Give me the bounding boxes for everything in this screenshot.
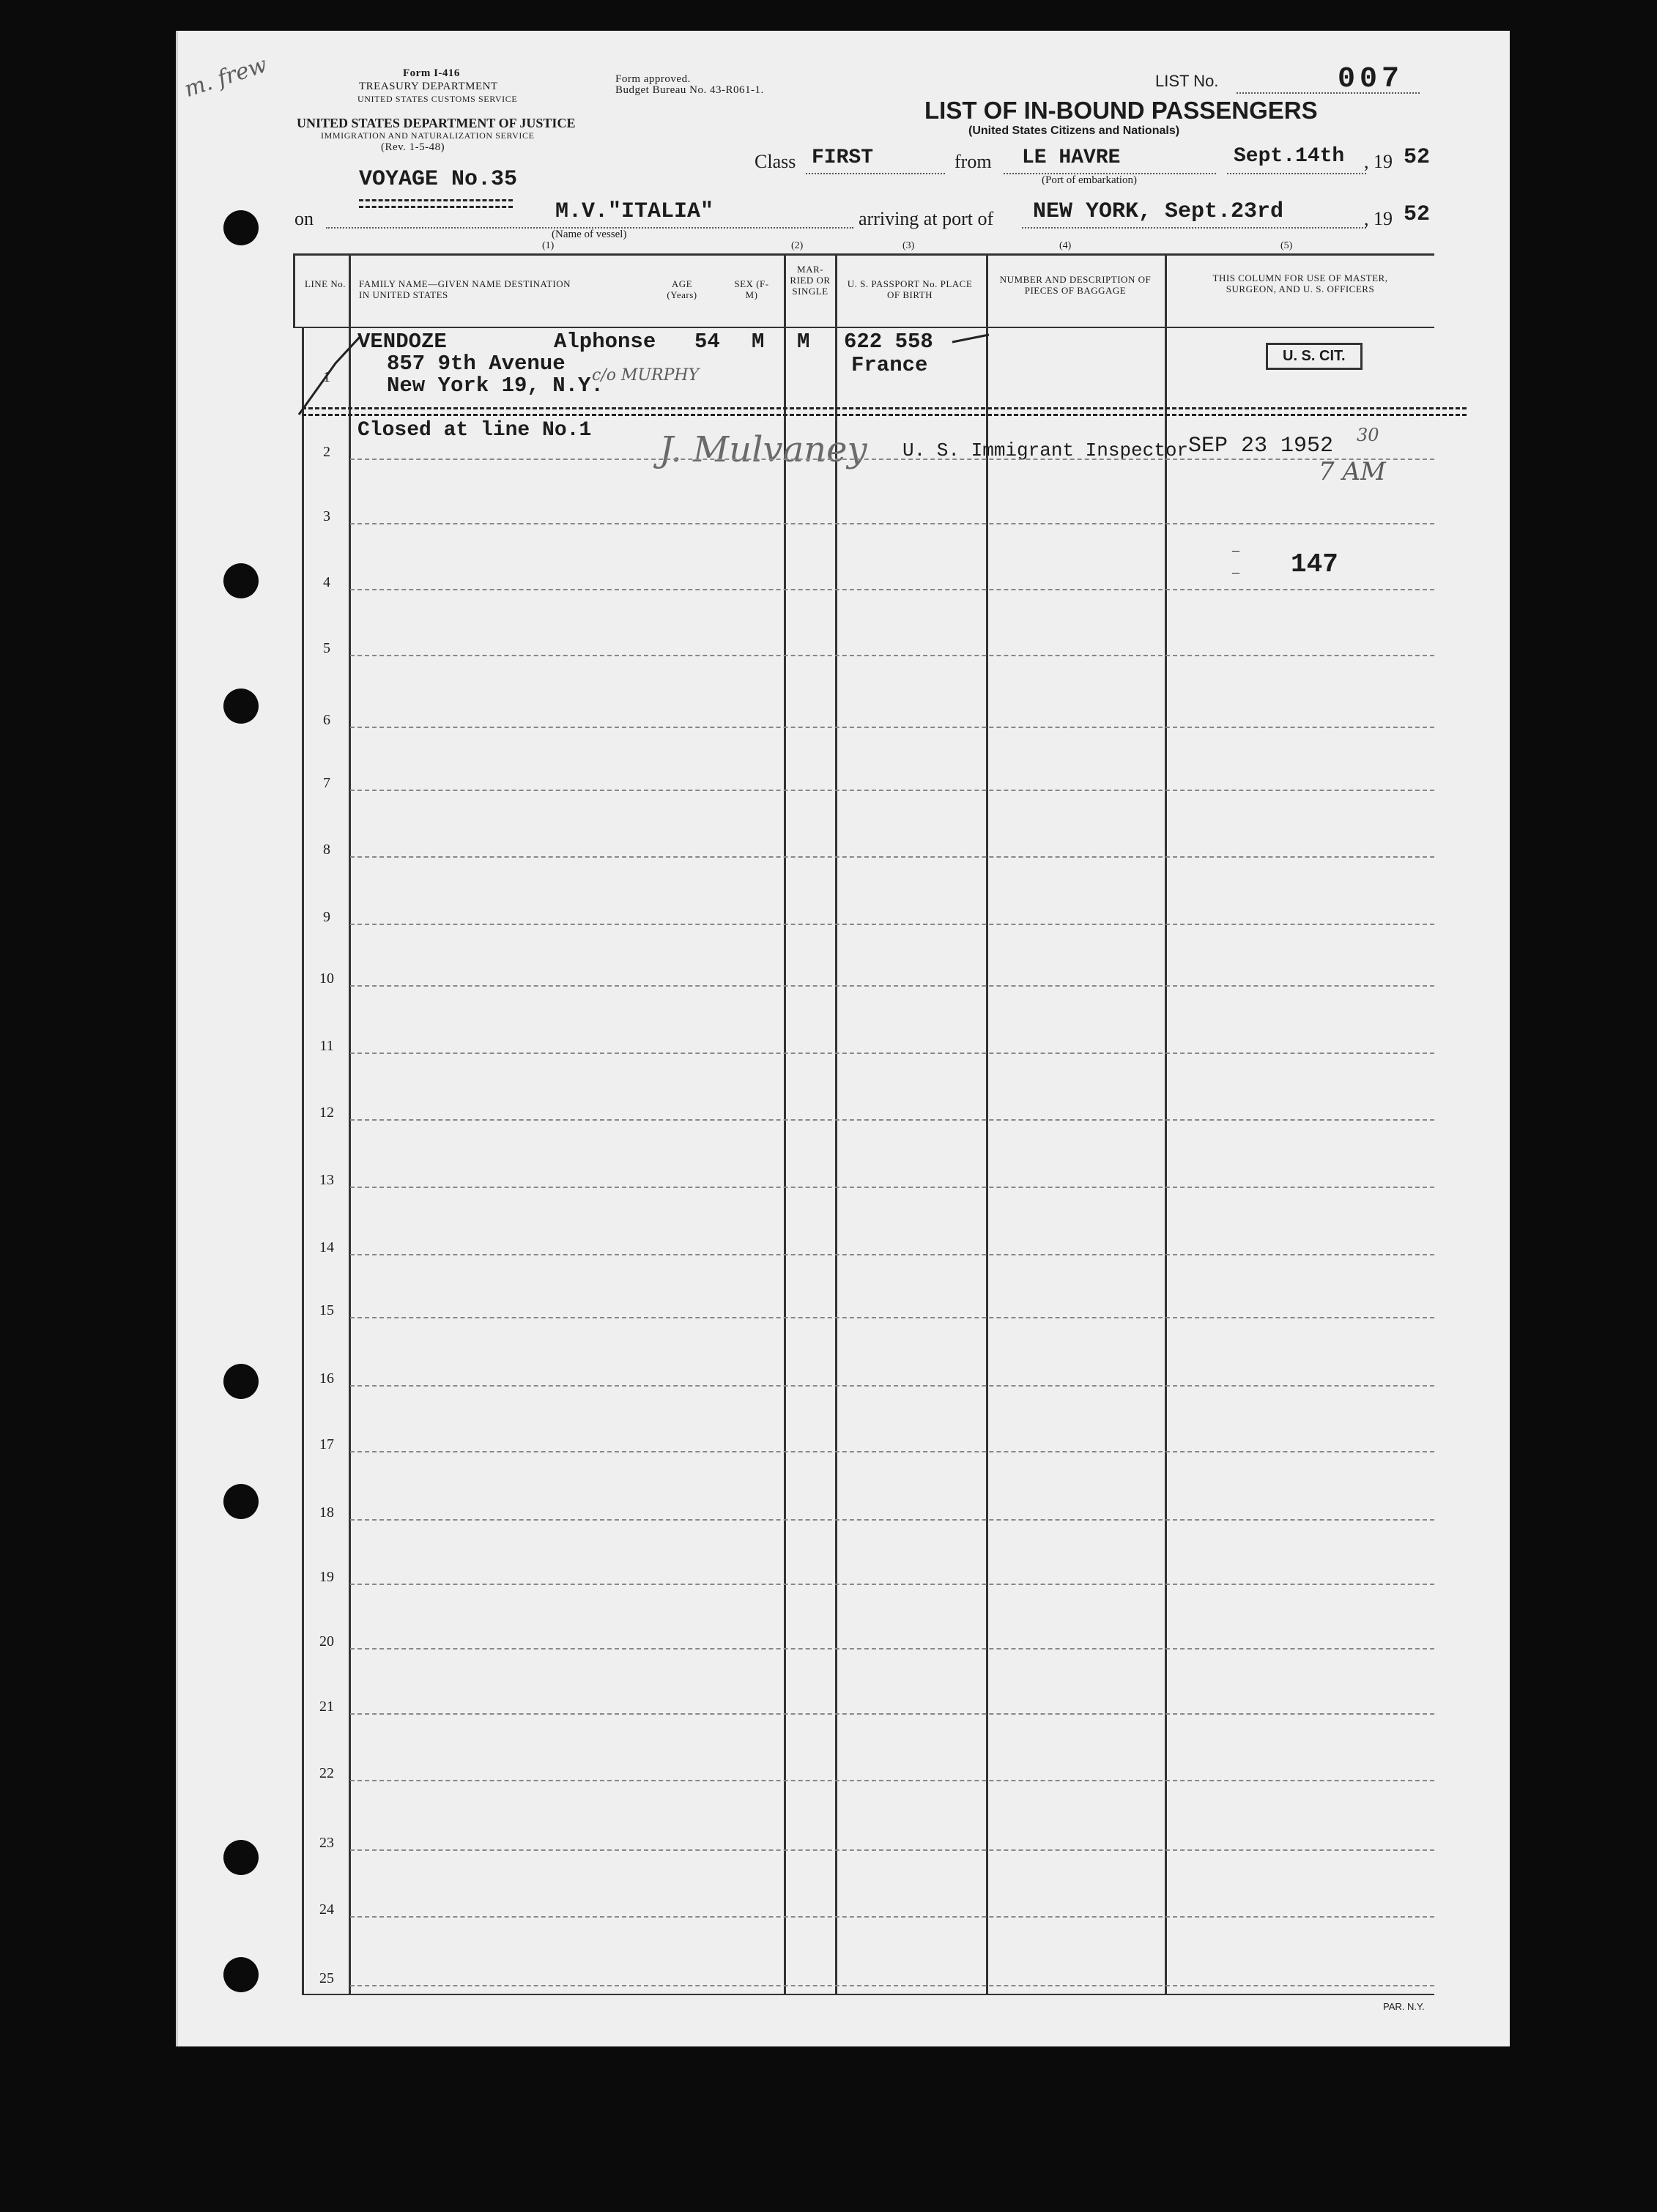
- column-number: (4): [1059, 240, 1072, 251]
- line-number: 14: [319, 1239, 334, 1255]
- row-line: [350, 1119, 1434, 1121]
- passenger-marital: M: [797, 330, 810, 354]
- tally-number: 147: [1291, 549, 1338, 579]
- row-line: [350, 1985, 1434, 1986]
- treasury-department: TREASURY DEPARTMENT: [359, 81, 498, 92]
- list-number: 007: [1338, 63, 1404, 96]
- inspector-title: U. S. Immigrant Inspector: [902, 439, 1189, 461]
- budget-bureau: Budget Bureau No. 43-R061-1.: [615, 84, 764, 96]
- punch-hole: [223, 1484, 259, 1519]
- row-line: [350, 1916, 1434, 1918]
- table-left-border: [293, 253, 295, 327]
- passenger-address-line1: 857 9th Avenue: [387, 352, 566, 376]
- birthplace: France: [851, 353, 928, 377]
- printer-mark: PAR. N.Y.: [1383, 2001, 1425, 2012]
- punch-hole: [223, 1364, 259, 1399]
- column-divider: [349, 253, 351, 1995]
- departure-year: 52: [1404, 145, 1431, 170]
- date-line: [1227, 173, 1366, 174]
- row-line: [350, 1849, 1434, 1851]
- row-line: [350, 1648, 1434, 1649]
- punch-hole: [223, 563, 259, 598]
- line-number: 21: [319, 1699, 334, 1715]
- vessel-caption: (Name of vessel): [552, 229, 627, 240]
- form-approved: Form approved.: [615, 73, 691, 85]
- header-name: FAMILY NAME—GIVEN NAME DESTINATION IN UNITED STATES: [359, 278, 571, 300]
- column-divider: [784, 253, 786, 1995]
- line-number: 8: [323, 842, 330, 858]
- row-line: [350, 1713, 1434, 1715]
- line-number: 16: [319, 1370, 334, 1387]
- time-note-second: 7 AM: [1319, 457, 1386, 486]
- class-line: [806, 173, 945, 174]
- header-sex: SEX (F-M): [734, 278, 769, 300]
- column-number: (2): [791, 240, 804, 251]
- arrival-year-prefix: , 19: [1364, 208, 1393, 229]
- passport-tick-icon: [952, 333, 996, 348]
- column-number: (5): [1280, 240, 1293, 251]
- table-top-rule: [293, 253, 1434, 256]
- row-line: [350, 727, 1434, 728]
- row-line: [350, 1780, 1434, 1781]
- arrival-port-date: NEW YORK, Sept.23rd: [1033, 199, 1284, 224]
- row-line: [350, 523, 1434, 524]
- row-line: [350, 655, 1434, 656]
- line-number: 13: [319, 1172, 334, 1188]
- passenger-family-name: VENDOZE: [357, 330, 447, 354]
- list-number-label: LIST No.: [1155, 72, 1219, 90]
- ins-service: IMMIGRATION AND NATURALIZATION SERVICE: [321, 130, 535, 141]
- row-line: [350, 985, 1434, 987]
- punch-hole: [223, 689, 259, 724]
- row-line: [350, 1317, 1434, 1318]
- line-number: 23: [319, 1835, 334, 1851]
- punch-hole: [223, 1840, 259, 1875]
- column-divider: [835, 253, 837, 1995]
- on-label: on: [294, 208, 314, 229]
- department-of-justice: UNITED STATES DEPARTMENT OF JUSTICE: [297, 116, 576, 130]
- tally-mark: –: [1232, 542, 1239, 558]
- voyage-underline: [359, 199, 513, 208]
- line-number: 6: [323, 712, 330, 728]
- class-label: Class: [755, 151, 796, 172]
- care-of-note: c/o MURPHY: [592, 366, 700, 385]
- line-number: 3: [323, 508, 330, 524]
- header-age: AGE (Years): [667, 278, 697, 300]
- passenger-given-name: Alphonse: [554, 330, 656, 354]
- line-number: 25: [319, 1970, 334, 1986]
- row-line: [350, 1187, 1434, 1188]
- line-number: 12: [319, 1105, 334, 1121]
- customs-service: UNITED STATES CUSTOMS SERVICE: [357, 94, 518, 104]
- line-number: 7: [323, 775, 330, 791]
- header-line-no: LINE No.: [305, 278, 346, 289]
- class-value: FIRST: [812, 146, 874, 169]
- form-title: LIST OF IN-BOUND PASSENGERS: [924, 97, 1318, 124]
- margin-note: m. frew: [181, 51, 270, 103]
- punch-hole: [223, 1957, 259, 1992]
- row-line: [350, 459, 1434, 460]
- line-number: 9: [323, 909, 330, 925]
- header-baggage: NUMBER AND DESCRIPTION OF PIECES OF BAGGAGE: [999, 274, 1152, 296]
- row-line: [350, 1385, 1434, 1387]
- tally-mark: –: [1232, 564, 1239, 580]
- port-caption: (Port of embarkation): [1042, 174, 1137, 186]
- vessel-name: M.V."ITALIA": [555, 199, 714, 224]
- row-line: [350, 856, 1434, 858]
- column-divider: [1165, 253, 1167, 1995]
- table-bottom-rule: [302, 1994, 1434, 1995]
- passport-number: 622 558: [844, 330, 933, 354]
- departure-year-prefix: , 19: [1364, 151, 1393, 172]
- us-citizen-stamp: U. S. CIT.: [1266, 343, 1363, 370]
- column-number: (3): [902, 240, 915, 251]
- row-line: [350, 1584, 1434, 1585]
- line-number: 1: [323, 369, 330, 385]
- line-number: 17: [319, 1436, 334, 1452]
- punch-hole: [223, 210, 259, 245]
- line-number: 24: [319, 1901, 334, 1918]
- column-number: (1): [542, 240, 555, 251]
- line-number: 10: [319, 970, 334, 987]
- row-line: [350, 1451, 1434, 1452]
- passenger-address-line2: New York 19, N.Y.: [387, 374, 604, 398]
- row-line: [350, 589, 1434, 590]
- row-line: [350, 1254, 1434, 1255]
- line-number: 4: [323, 574, 330, 590]
- inspector-signature: J. Mulvaney: [659, 429, 867, 470]
- closed-at-line: Closed at line No.1: [357, 419, 592, 442]
- time-note: 30: [1357, 425, 1379, 445]
- header-married: MAR-RIED OR SINGLE: [790, 264, 831, 297]
- row-line: [350, 790, 1434, 791]
- line-number: 18: [319, 1504, 334, 1521]
- line-number: 2: [323, 444, 330, 460]
- list-number-line: [1237, 92, 1420, 94]
- arrival-year: 52: [1404, 202, 1431, 227]
- line-number: 19: [319, 1569, 334, 1585]
- header-officers: THIS COLUMN FOR USE OF MASTER, SURGEON, AND U. S. OFFICERS: [1212, 272, 1388, 294]
- arriving-label: arriving at port of: [859, 208, 994, 229]
- closing-double-rule: [302, 407, 1467, 416]
- line-number: 22: [319, 1765, 334, 1781]
- table-left-border: [302, 327, 304, 1995]
- passenger-age: 54: [694, 330, 720, 354]
- embarkation-port: LE HAVRE: [1022, 146, 1121, 169]
- header-passport: U. S. PASSPORT No. PLACE OF BIRTH: [847, 278, 973, 300]
- voyage-number: VOYAGE No.35: [359, 167, 518, 192]
- departure-date: Sept.14th: [1234, 145, 1345, 168]
- form-subtitle: (United States Citizens and Nationals): [968, 125, 1180, 137]
- header-bottom-rule: [293, 327, 1434, 328]
- row-line: [350, 924, 1434, 925]
- row-line: [350, 1053, 1434, 1054]
- line-number: 11: [319, 1038, 334, 1054]
- passenger-sex: M: [752, 330, 765, 354]
- line-number: 20: [319, 1633, 334, 1649]
- inspection-date-stamp: SEP 23 1952: [1188, 434, 1334, 459]
- line-number: 5: [323, 640, 330, 656]
- revision: (Rev. 1-5-48): [381, 141, 445, 153]
- column-divider: [986, 253, 988, 1995]
- arrival-line: [1022, 227, 1366, 229]
- form-number: Form I-416: [403, 67, 460, 79]
- from-label: from: [954, 151, 992, 172]
- row-line: [350, 1519, 1434, 1521]
- line-number: 15: [319, 1302, 334, 1318]
